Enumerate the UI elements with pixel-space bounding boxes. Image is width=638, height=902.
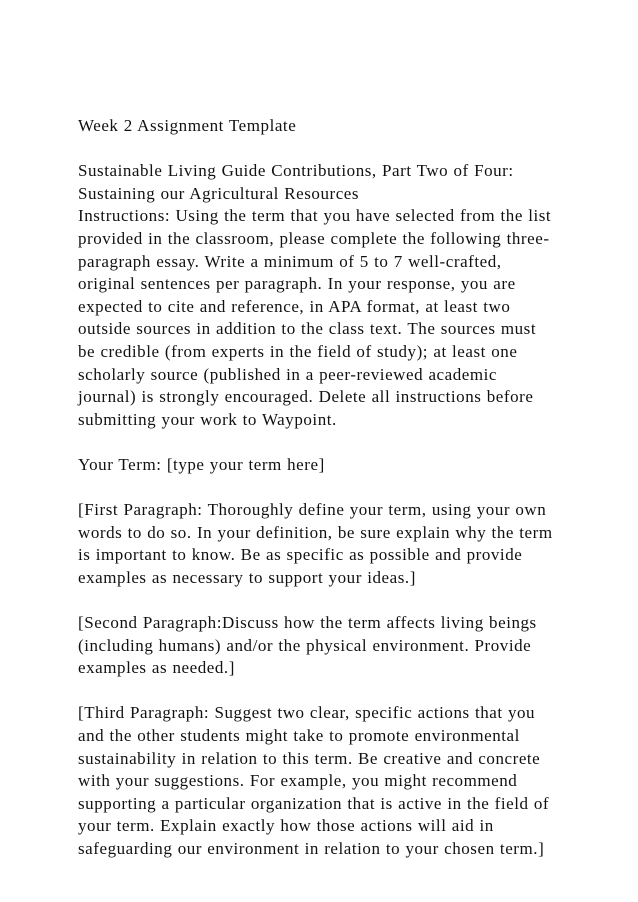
instructions-line: original sentences per paragraph. In your response, you are [78, 274, 516, 294]
instructions-line: be credible (from experts in the field of study); at least one [78, 341, 518, 361]
third-paragraph-line: sustainability in relation to this term. Be creative and concrete [78, 748, 541, 768]
subtitle-line: Sustainable Living Guide Contributions, Part Two of Four: [78, 161, 514, 181]
instructions-line: outside sources in addition to the class text. The sources must [78, 319, 537, 339]
first-paragraph-line: is important to know. Be as specific as possible and provide [78, 545, 523, 565]
instructions-line: Instructions: Using the term that you have selected from the list [78, 206, 552, 226]
third-paragraph-line: and the other students might take to promote environmental [78, 726, 520, 746]
second-paragraph-line: examples as needed.] [78, 658, 235, 678]
instructions-line: submitting your work to Waypoint. [78, 409, 337, 429]
document-body [78, 115, 578, 861]
third-paragraph-line: safeguarding our environment in relation to your chosen term.] [78, 839, 545, 858]
second-paragraph-line: [Second Paragraph:Discuss how the term affects living beings [78, 613, 537, 633]
third-paragraph-line: supporting a particular organization that is active in the field of [78, 793, 550, 813]
first-paragraph-line: examples as necessary to support your ideas.] [78, 567, 416, 587]
spacer [78, 138, 578, 161]
spacer [78, 431, 578, 454]
instructions-line: paragraph essay. Write a minimum of 5 to 7 well-crafted, [78, 251, 502, 271]
instructions-line: scholarly source (published in a peer-reviewed academic [78, 364, 498, 384]
document-title: Week 2 Assignment Template [78, 116, 297, 135]
term-line: Your Term: [type your term here] [78, 454, 325, 474]
spacer [78, 680, 578, 703]
instructions-line: provided in the classroom, please complete the following three- [78, 228, 550, 248]
spacer [78, 477, 578, 500]
subtitle-line: Sustaining our Agricultural Resources [78, 183, 360, 203]
third-paragraph-line: [Third Paragraph: Suggest two clear, specific actions that you [78, 703, 536, 723]
instructions-line: expected to cite and reference, in APA format, at least two [78, 296, 511, 316]
instructions-line: journal) is strongly encouraged. Delete all instructions before [78, 387, 534, 407]
second-paragraph-line: (including humans) and/or the physical environment. Provide [78, 635, 532, 655]
first-paragraph-line: words to do so. In your definition, be sure explain why the term [78, 522, 553, 542]
first-paragraph-line: [First Paragraph: Thoroughly define your term, using your own [78, 500, 547, 520]
spacer [78, 589, 578, 612]
third-paragraph-line: your term. Explain exactly how those actions will aid in [78, 816, 494, 836]
third-paragraph-line: with your suggestions. For example, you might recommend [78, 771, 518, 791]
